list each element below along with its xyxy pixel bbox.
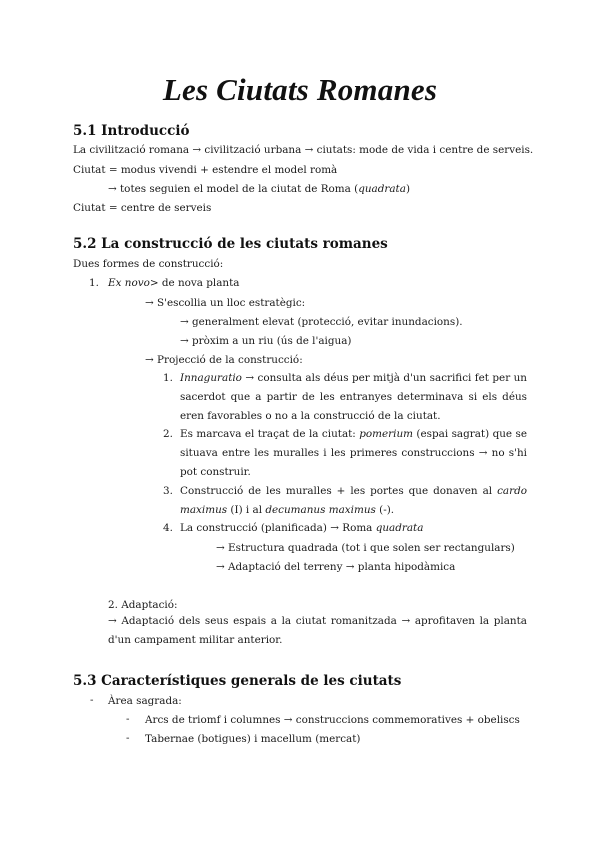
text-line: La civilització romana → civilització urbana → ciutats: mode de vida i centre de serveis. (73, 144, 534, 156)
text-line: Dues formes de construcció: (73, 258, 224, 270)
list-item: Ex novo> de nova planta (108, 277, 240, 289)
list-item: Tabernae (botigues) i macellum (mercat) (145, 733, 361, 745)
text-line: → totes seguien el model de la ciutat de Roma (quadrata) (108, 183, 410, 195)
list-number: 3. (163, 485, 173, 497)
list-item: 2. Adaptació: (108, 599, 178, 611)
list-number: 1. (89, 277, 99, 289)
list-item: Innaguratio → consulta als déus per mitjà d'un sacrifici fet per un sacerdot que a partir de les entranyes determinava si els déus eren favorables o no a la construcció de la ciutat. (180, 372, 527, 422)
page-title: Les Ciutats Romanes (162, 72, 438, 107)
text-line: Ciutat = centre de serveis (73, 202, 212, 214)
list-item: Construcció de les muralles + les portes que donaven al cardo maximus (I) i al decumanus maximus (-). (180, 485, 527, 516)
bullet-dash: - (126, 713, 130, 725)
section-heading-5-1: 5.1 Introducció (73, 123, 190, 139)
list-number: 2. (163, 428, 173, 440)
text-line: → S'escollia un lloc estratègic: (145, 297, 306, 309)
list-item: Àrea sagrada: (108, 695, 182, 707)
text-line: → generalment elevat (protecció, evitar inundacions). (180, 316, 463, 328)
list-item: Es marcava el traçat de la ciutat: pomerium (espai sagrat) que se situava entre les muralles i les primeres construccions → no s'hi pot construir. (180, 428, 527, 478)
text-line: → Adaptació del terreny → planta hipodàmica (216, 561, 456, 573)
section-heading-5-3: 5.3 Característiques generals de les ciutats (73, 673, 402, 689)
section-heading-5-2: 5.2 La construcció de les ciutats romanes (73, 236, 388, 252)
text-paragraph: → Adaptació dels seus espais a la ciutat romanitzada → aprofitaven la planta d'un campament militar anterior. (108, 615, 527, 646)
text-line: → Estructura quadrada (tot i que solen ser rectangulars) (216, 542, 515, 554)
bullet-dash: - (90, 694, 94, 706)
list-item: La construcció (planificada) → Roma quadrata (180, 522, 424, 534)
text-line: Ciutat = modus vivendi + estendre el model romà (73, 164, 338, 176)
bullet-dash: - (126, 732, 130, 744)
list-number: 4. (163, 522, 173, 534)
text-line: → Projecció de la construcció: (145, 354, 303, 366)
list-number: 1. (163, 372, 173, 384)
list-item: Arcs de triomf i columnes → construccions commemoratives + obeliscs (145, 714, 520, 726)
text-line: → pròxim a un riu (ús de l'aigua) (180, 335, 352, 347)
